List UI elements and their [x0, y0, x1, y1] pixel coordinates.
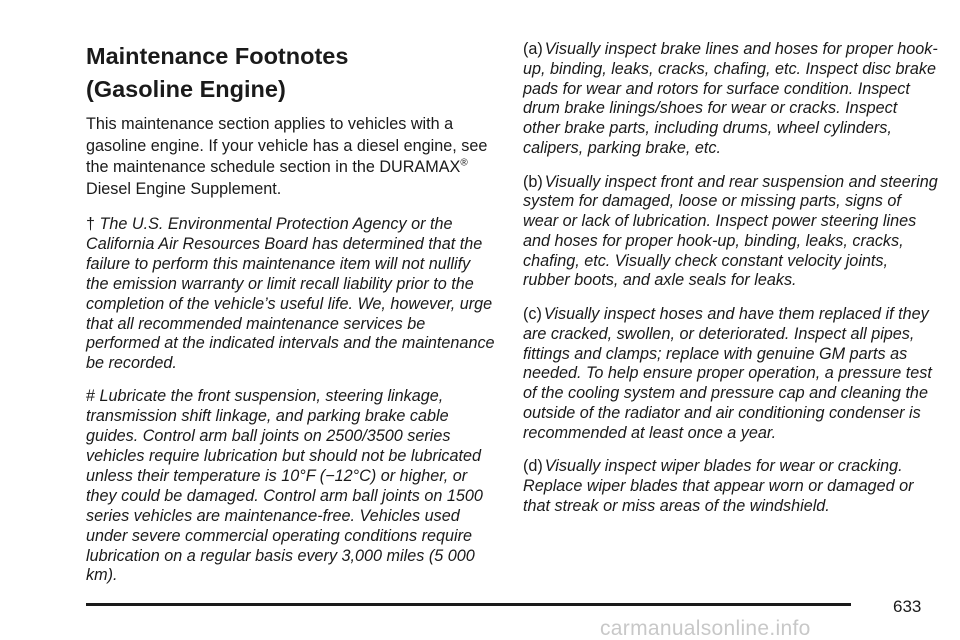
footnote-dagger [86, 215, 496, 374]
intro-text-end: Diesel Engine Supplement. [86, 179, 282, 198]
footnote-a [523, 40, 938, 159]
footnote-text: Visually inspect hoses and have them replaced if they are cracked, swollen, or deteriorated. Inspect all pipes, fittings and clamps; replace with genuine GM parts as needed. To help ensure proper operation, a pressure test of the cooling system and pressure cap and cleaning the outside of the radiator and air conditioning condenser is recommended at least once a year. [523, 305, 932, 442]
footnote-mark: (d) [523, 457, 543, 476]
footnote-c [523, 305, 938, 443]
footnote-mark: (a) [523, 40, 543, 58]
title-line-1: Maintenance Footnotes [86, 43, 349, 69]
footnote-text: Visually inspect wiper blades for wear or cracking. Replace wiper blades that appear worn or damaged or that streak or miss areas of the windshield. [523, 457, 914, 515]
footnote-text: Visually inspect brake lines and hoses for proper hook-up, binding, leaks, cracks, chafing, etc. Inspect disc brake pads for wear and rotors for surface condition. Inspect drum brake linings/shoes for wear or cracks. Inspect other brake parts, including drums, wheel cylinders, calipers, parking brake, etc. [523, 40, 938, 157]
page-title [86, 40, 496, 106]
intro-paragraph [86, 114, 496, 200]
page-number: 633 [893, 597, 922, 616]
footnote-text: The U.S. Environmental Protection Agency or the California Air Resources Board has determined that the failure to perform this maintenance item will not nullify the emission warranty or limit recall liability prior to the completion of the vehicle’s useful life. We, however, urge that all recommended maintenance services be performed at the indicated intervals and the maintenance be recorded. [86, 215, 495, 373]
left-column [86, 40, 496, 599]
footnote-mark: # [86, 387, 96, 406]
watermark: carmanualsonline.info [600, 617, 811, 640]
intro-text: This maintenance section applies to vehicles with a gasoline engine. If your vehicle has a diesel engine, see the maintenance schedule section in the DURAMAX [86, 115, 488, 176]
footer-rule [86, 603, 851, 606]
right-column [523, 40, 938, 531]
footnote-mark: (b) [523, 172, 543, 191]
registered-mark: ® [460, 157, 468, 169]
footnote-mark: (c) [523, 305, 542, 323]
footnote-text: Lubricate the front suspension, steering linkage, transmission shift linkage, and parking brake cable guides. Control arm ball joints on 2500/3500 series vehicles require lubrication but should not be lubricated unless their temperature is 10°F (−12°C) or higher, or they could be damaged. Control arm ball joints on 1500 series vehicles are maintenance-free. Vehicles used under severe commercial operating conditions require lubrication on a regular basis every 3,000 miles (5 000 km). [86, 387, 483, 585]
footnote-mark: † [86, 215, 96, 233]
footnote-text: Visually inspect front and rear suspension and steering system for damaged, loose or missing parts, signs of wear or lack of lubrication. Inspect power steering lines and hoses for proper hook-up, binding, leaks, cracks, chafing, etc. Visually check constant velocity joints, rubber boots, and axle seals for leaks. [523, 172, 938, 290]
footnote-hash [86, 387, 496, 586]
footnote-b [523, 173, 938, 292]
title-line-2: (Gasoline Engine) [86, 76, 286, 102]
footnote-d [523, 457, 938, 516]
